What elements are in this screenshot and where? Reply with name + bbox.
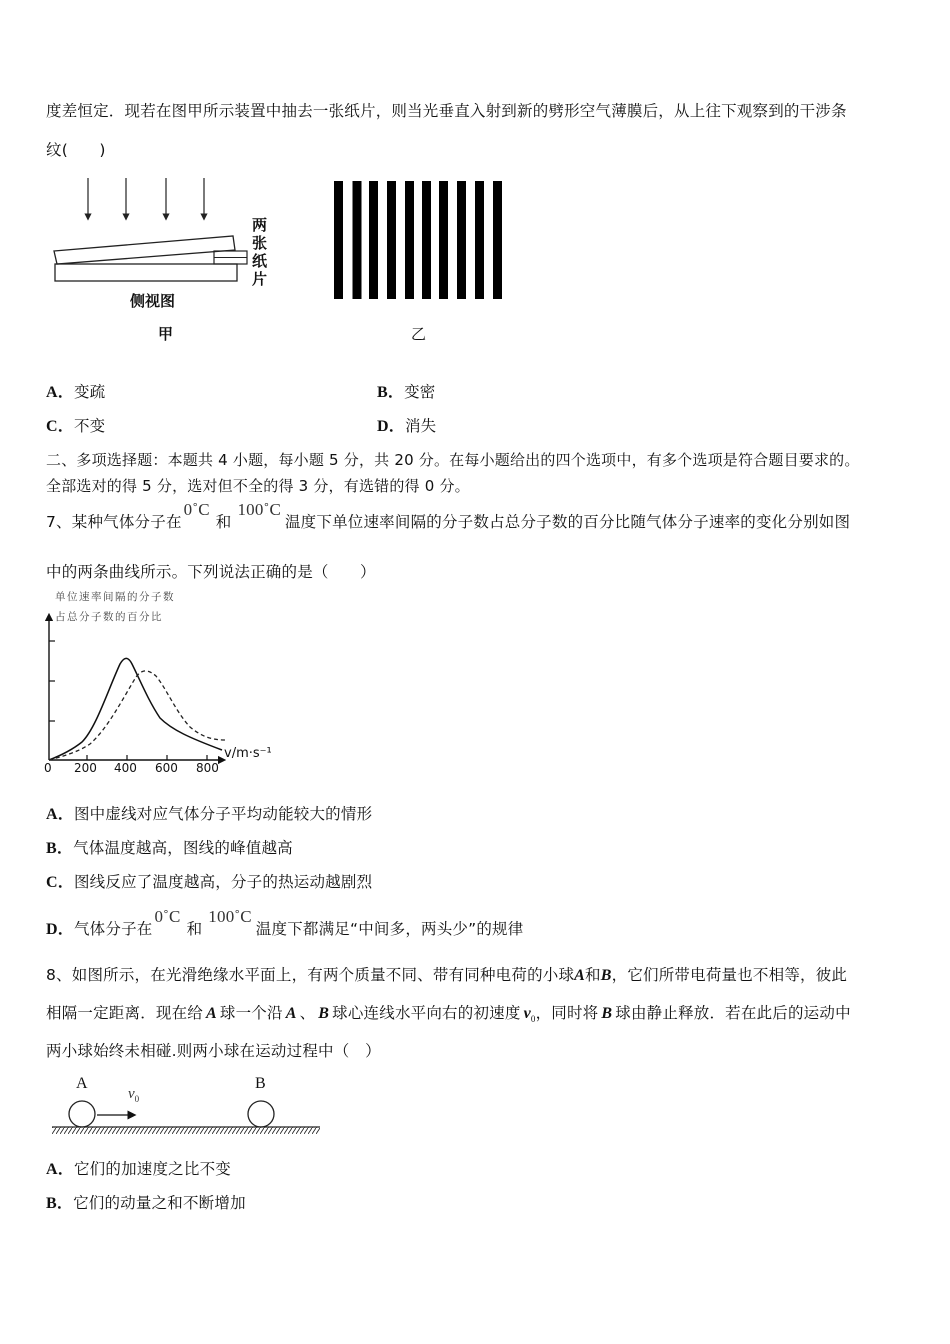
velocity-label — [128, 1086, 139, 1104]
x-tick-0: 0 — [44, 761, 52, 775]
chart-ylabel-line1: 单位速率间隔的分子数 — [55, 591, 175, 603]
temp-100c: 100˚C — [237, 500, 281, 519]
option-text: 变疏 — [73, 383, 106, 401]
q8-text: 球心连线水平向右的初速度 — [332, 1004, 521, 1022]
option-letter: B． — [377, 384, 405, 401]
q8-option-b[interactable] — [46, 1193, 246, 1214]
ball-a-ref: A — [206, 1005, 217, 1022]
option-letter: D． — [46, 921, 74, 938]
q8-text: 8、如图所示，在光滑绝缘水平面上，有两个质量不同、带有同种电荷的小球 — [46, 966, 575, 984]
option-letter: B． — [46, 840, 74, 857]
q6-stem-line2: 纹( ) — [46, 141, 106, 159]
x-tick-600: 600 — [155, 761, 178, 775]
option-letter: B． — [46, 1195, 74, 1212]
chart-ylabel-line2: 占总分子数的百分比 — [55, 611, 163, 623]
option-letter: C． — [46, 418, 74, 435]
ball-a-label: A — [76, 1075, 88, 1092]
q8-text: 相隔一定距离．现在给 — [46, 1004, 204, 1022]
ball-a-ref: A — [285, 1005, 297, 1022]
x-tick-800: 800 — [196, 761, 219, 775]
q6-stem-line1: 度差恒定．现若在图甲所示装置中抽去一张纸片，则当光垂直入射到新的劈形空气薄膜后，从上往下观察到的干涉条 — [46, 102, 847, 120]
temp-100c: 100˚C — [208, 907, 252, 926]
and-word: 和 — [186, 920, 203, 938]
option-text-suffix: 温度下都满足“中间多，两头少”的规律 — [255, 920, 524, 938]
paper-label-char: 两 — [252, 216, 268, 234]
paper-label-char: 片 — [252, 270, 268, 288]
option-letter: A． — [46, 806, 74, 823]
option-text-prefix: 气体分子在 — [73, 920, 153, 938]
q8-text: 和 — [585, 966, 601, 984]
x-tick-400: 400 — [114, 761, 137, 775]
q8-text: 球由静止释放．若在此后的运动中 — [615, 1004, 851, 1022]
q7-stem-prefix: 7、某种气体分子在 — [46, 513, 182, 531]
section2-instructions-line1: 二、多项选择题：本题共 4 小题，每小题 5 分，共 20 分。在每小题给出的四个选项中，有多个选项是符合题目要求的。 — [46, 451, 860, 469]
and-word: 和 — [215, 513, 232, 531]
figure-jia-caption: 甲 — [158, 325, 174, 343]
option-text: 图线反应了温度越高，分子的热运动越剧烈 — [73, 873, 373, 891]
ball-a-ref: A — [574, 967, 586, 984]
x-tick-200: 200 — [74, 761, 97, 775]
paper-label-char: 张 — [252, 234, 268, 252]
v-subscript: 0 — [134, 1094, 140, 1104]
figure-yi-caption: 乙 — [411, 325, 427, 343]
option-letter: A． — [46, 1161, 74, 1178]
q8-text: ，同时将 — [535, 1004, 599, 1022]
option-text: 它们的动量之和不断增加 — [73, 1194, 246, 1212]
ball-b-ref: B — [600, 967, 612, 984]
option-letter: A． — [46, 384, 74, 401]
x-axis-label: v/m·s⁻¹ — [224, 746, 272, 761]
section2-instructions-line2: 全部选对的得 5 分，选对但不全的得 3 分，有选错的得 0 分。 — [46, 477, 470, 495]
v-symbol: v — [128, 1086, 135, 1102]
temp-0c: 0˚C — [154, 907, 181, 926]
option-text: 变密 — [404, 383, 436, 401]
option-letter: D． — [377, 418, 405, 435]
q7-stem-suffix: 温度下单位速率间隔的分子数占总分子数的百分比随气体分子速率的变化分别如图 — [284, 513, 851, 531]
option-text: 不变 — [73, 417, 106, 435]
ball-b-ref: B — [318, 1005, 330, 1022]
temp-0c: 0˚C — [183, 500, 210, 519]
option-text: 图中虚线对应气体分子平均动能较大的情形 — [73, 805, 373, 823]
ball-b-label: B — [255, 1075, 266, 1092]
option-text: 它们的加速度之比不变 — [73, 1160, 231, 1178]
q8-stem-line3: 两小球始终未相碰.则两小球在运动过程中（ ） — [46, 1042, 381, 1060]
q8-text: 球一个沿 — [219, 1004, 283, 1022]
side-view-label: 侧视图 — [130, 292, 176, 310]
q7-stem-line2: 中的两条曲线所示。下列说法正确的是（ ） — [46, 563, 376, 581]
q8-text: 、 — [299, 1004, 316, 1022]
option-text: 气体温度越高，图线的峰值越高 — [73, 839, 293, 857]
q8-option-a[interactable] — [46, 1159, 231, 1180]
ball-b-ref: B — [601, 1005, 613, 1022]
q8-text: ，它们所带电荷量也不相等，彼此 — [611, 966, 848, 984]
paper-label-char: 纸 — [252, 252, 268, 270]
option-letter: C． — [46, 874, 74, 891]
v0-subscript: 0 — [530, 1014, 536, 1025]
option-text: 消失 — [404, 417, 437, 435]
v0-symbol: v — [523, 1005, 531, 1022]
